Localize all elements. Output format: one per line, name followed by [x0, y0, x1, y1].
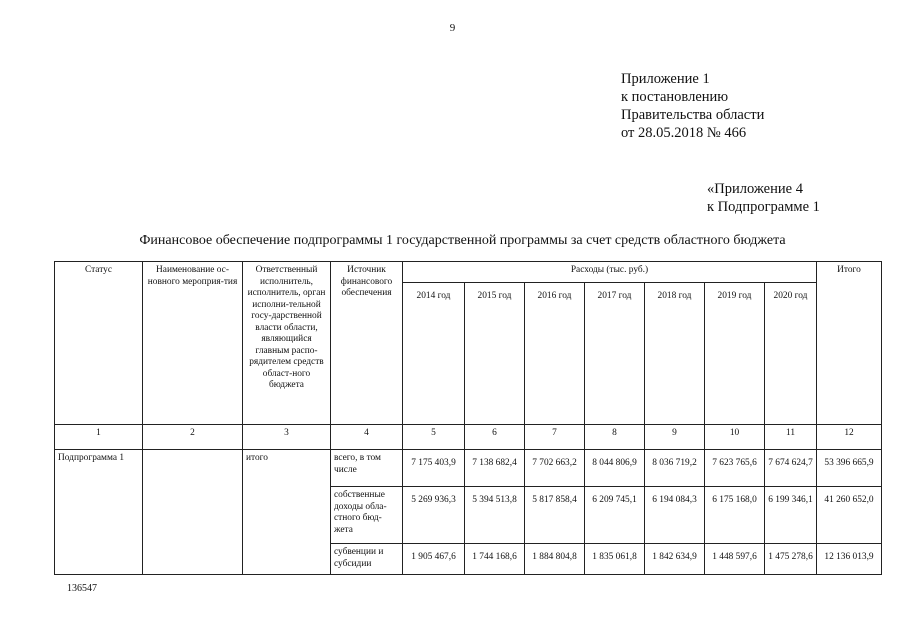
- column-number: 3: [243, 425, 331, 450]
- status-cell: Подпрограмма 1: [55, 450, 143, 575]
- header-status: Статус: [55, 262, 143, 425]
- total-cell: 53 396 665,9: [817, 450, 882, 487]
- column-number: 4: [331, 425, 403, 450]
- source-cell: всего, в том числе: [331, 450, 403, 487]
- value-cell: 1 905 467,6: [403, 544, 465, 575]
- value-cell: 1 475 278,6: [765, 544, 817, 575]
- header-executor: Ответственный исполнитель, исполнитель, орган исполни-тельной госу-дарственной власти области, являющийся главным распо-рядителем средств област-ного бюджета: [243, 262, 331, 425]
- value-cell: 8 044 806,9: [585, 450, 645, 487]
- column-number: 10: [705, 425, 765, 450]
- appendix-line: к Подпрограмме 1: [707, 199, 820, 215]
- executor-cell: итого: [243, 450, 331, 575]
- value-cell: 1 842 634,9: [645, 544, 705, 575]
- value-cell: 1 744 168,6: [465, 544, 525, 575]
- value-cell: 7 702 663,2: [525, 450, 585, 487]
- value-cell: 1 835 061,8: [585, 544, 645, 575]
- appendix-line: «Приложение 4: [707, 181, 803, 197]
- total-cell: 41 260 652,0: [817, 487, 882, 544]
- column-number: 9: [645, 425, 705, 450]
- header-total: Итого: [817, 262, 882, 425]
- column-number: 7: [525, 425, 585, 450]
- column-number: 11: [765, 425, 817, 450]
- value-cell: 7 175 403,9: [403, 450, 465, 487]
- page-number: 9: [449, 22, 456, 34]
- year-header: 2017 год: [585, 283, 645, 425]
- table-row: [55, 450, 882, 487]
- value-cell: 7 138 682,4: [465, 450, 525, 487]
- column-number-row: [55, 425, 882, 450]
- value-cell: 7 623 765,6: [705, 450, 765, 487]
- footer-code: 136547: [67, 583, 97, 594]
- value-cell: 5 269 936,3: [403, 487, 465, 544]
- appendix-line: Правительства области: [621, 107, 765, 123]
- appendix-4-block: [707, 180, 820, 216]
- year-header: 2015 год: [465, 283, 525, 425]
- total-cell: 12 136 013,9: [817, 544, 882, 575]
- column-number: 8: [585, 425, 645, 450]
- header-expenses: Расходы (тыс. руб.): [403, 262, 817, 283]
- source-cell: субвенции и субсидии: [331, 544, 403, 575]
- value-cell: 1 448 597,6: [705, 544, 765, 575]
- financing-table: [54, 261, 882, 575]
- value-cell: 6 194 084,3: [645, 487, 705, 544]
- header-row: [55, 262, 882, 283]
- value-cell: 1 884 804,8: [525, 544, 585, 575]
- header-activity: Наименование ос-новного мероприя-тия: [143, 262, 243, 425]
- activity-cell: [143, 450, 243, 575]
- year-header: 2019 год: [705, 283, 765, 425]
- column-number: 12: [817, 425, 882, 450]
- column-number: 2: [143, 425, 243, 450]
- value-cell: 5 817 858,4: [525, 487, 585, 544]
- year-header: 2014 год: [403, 283, 465, 425]
- value-cell: 5 394 513,8: [465, 487, 525, 544]
- column-number: 5: [403, 425, 465, 450]
- column-number: 1: [55, 425, 143, 450]
- header-source: Источник финансового обеспечения: [331, 262, 403, 425]
- appendix-line: от 28.05.2018 № 466: [621, 125, 747, 141]
- value-cell: 8 036 719,2: [645, 450, 705, 487]
- year-header: 2018 год: [645, 283, 705, 425]
- source-cell: собственные доходы обла-стного бюд-жета: [331, 487, 403, 544]
- year-header: 2020 год: [765, 283, 817, 425]
- appendix-line: Приложение 1: [621, 71, 710, 87]
- document-title: Финансовое обеспечение подпрограммы 1 государственной программы за счет средств областного бюджета: [139, 233, 786, 248]
- appendix-1-block: [621, 70, 764, 142]
- value-cell: 7 674 624,7: [765, 450, 817, 487]
- column-number: 6: [465, 425, 525, 450]
- value-cell: 6 175 168,0: [705, 487, 765, 544]
- value-cell: 6 199 346,1: [765, 487, 817, 544]
- year-header: 2016 год: [525, 283, 585, 425]
- appendix-line: к постановлению: [621, 89, 729, 105]
- value-cell: 6 209 745,1: [585, 487, 645, 544]
